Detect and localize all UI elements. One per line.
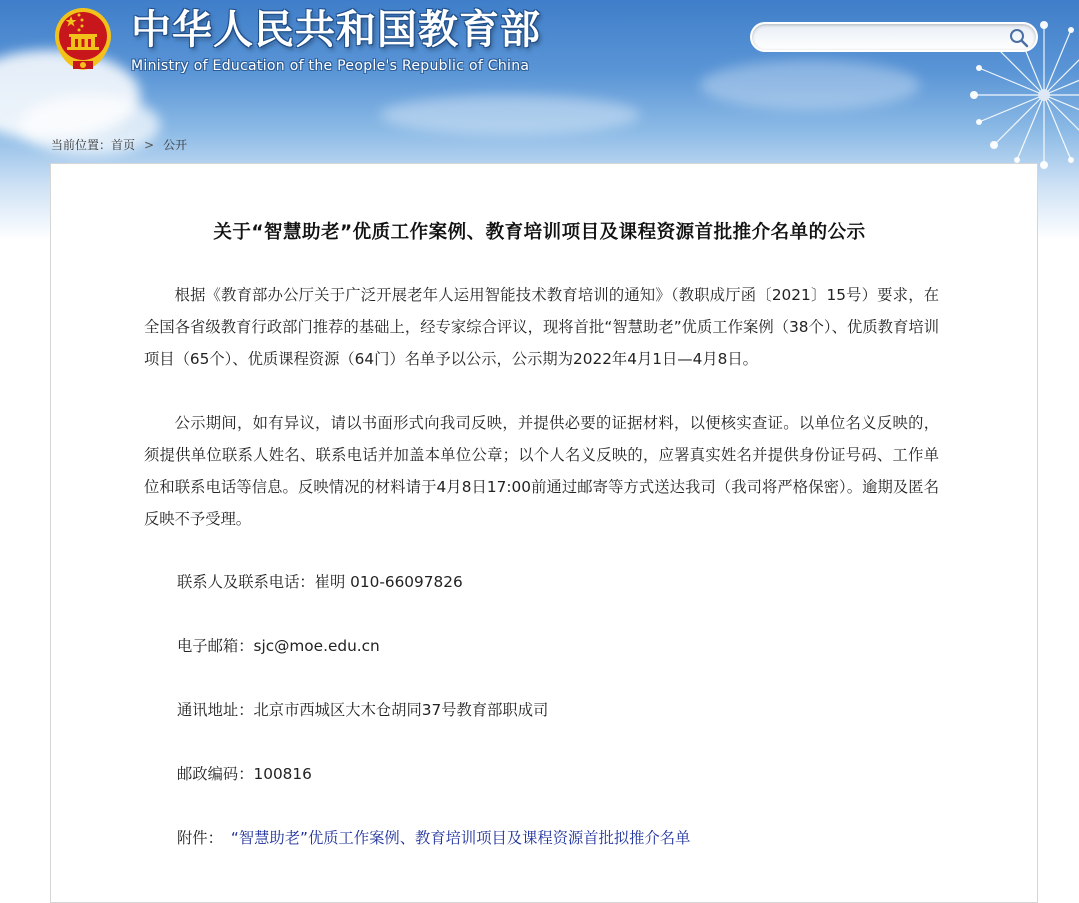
email-info: 电子邮箱：sjc@moe.edu.cn [177,637,380,655]
article-title: 关于“智慧助老”优质工作案例、教育培训项目及课程资源首批推介名单的公示 [213,222,866,243]
breadcrumb-current-link[interactable]: 公开 [163,138,188,152]
attachment-row [177,822,690,854]
postcode-info: 邮政编码：100816 [177,765,312,783]
search-icon[interactable] [1008,27,1030,49]
breadcrumb-prefix: 当前位置： [51,138,112,152]
search-input[interactable] [762,27,1006,49]
breadcrumb-home-link[interactable]: 首页 [111,138,136,152]
article-paragraph: 公示期间，如有异议，请以书面形式向我司反映，并提供必要的证据材料，以便核实查证。以单位名义反映的，须提供单位联系人姓名、联系电话并加盖本单位公章；以个人名义反映的，应署真实姓名并提供身份证号码、工作单位和联系电话等信息。反映情况的材料请于4月8日17:00前通过邮寄等方式送达我司（我司将严格保密）。逾期及匿名反映不予受理。 [144,414,939,528]
breadcrumb-separator: > [144,138,155,152]
cloud-decoration [380,95,640,135]
site-title[interactable]: 中华人民共和国教育部 [131,7,541,53]
contact-info: 联系人及联系电话：崔明 010-66097826 [177,573,463,591]
cloud-decoration [700,60,920,110]
article-paragraph: 根据《教育部办公厅关于广泛开展老年人运用智能技术教育培训的通知》（教职成厅函〔2021〕15号）要求，在全国各省级教育行政部门推荐的基础上，经专家综合评议，现将首批“智慧助老”优质工作案例（38个）、优质教育培训项目（65个）、优质课程资源（64门）名单予以公示，公示期为2022年4月1日—4月8日。 [144,286,939,368]
national-emblem-icon [51,6,115,72]
search-box [750,22,1038,52]
attachment-label: 附件： [177,829,223,847]
attachment-link[interactable]: “智慧助老”优质工作案例、教育培训项目及课程资源首批拟推介名单 [230,829,691,847]
breadcrumb [51,136,187,153]
address-info: 通讯地址：北京市西城区大木仓胡同37号教育部职成司 [177,701,549,719]
site-title-english: Ministry of Education of the People's Republic of China [131,58,530,74]
